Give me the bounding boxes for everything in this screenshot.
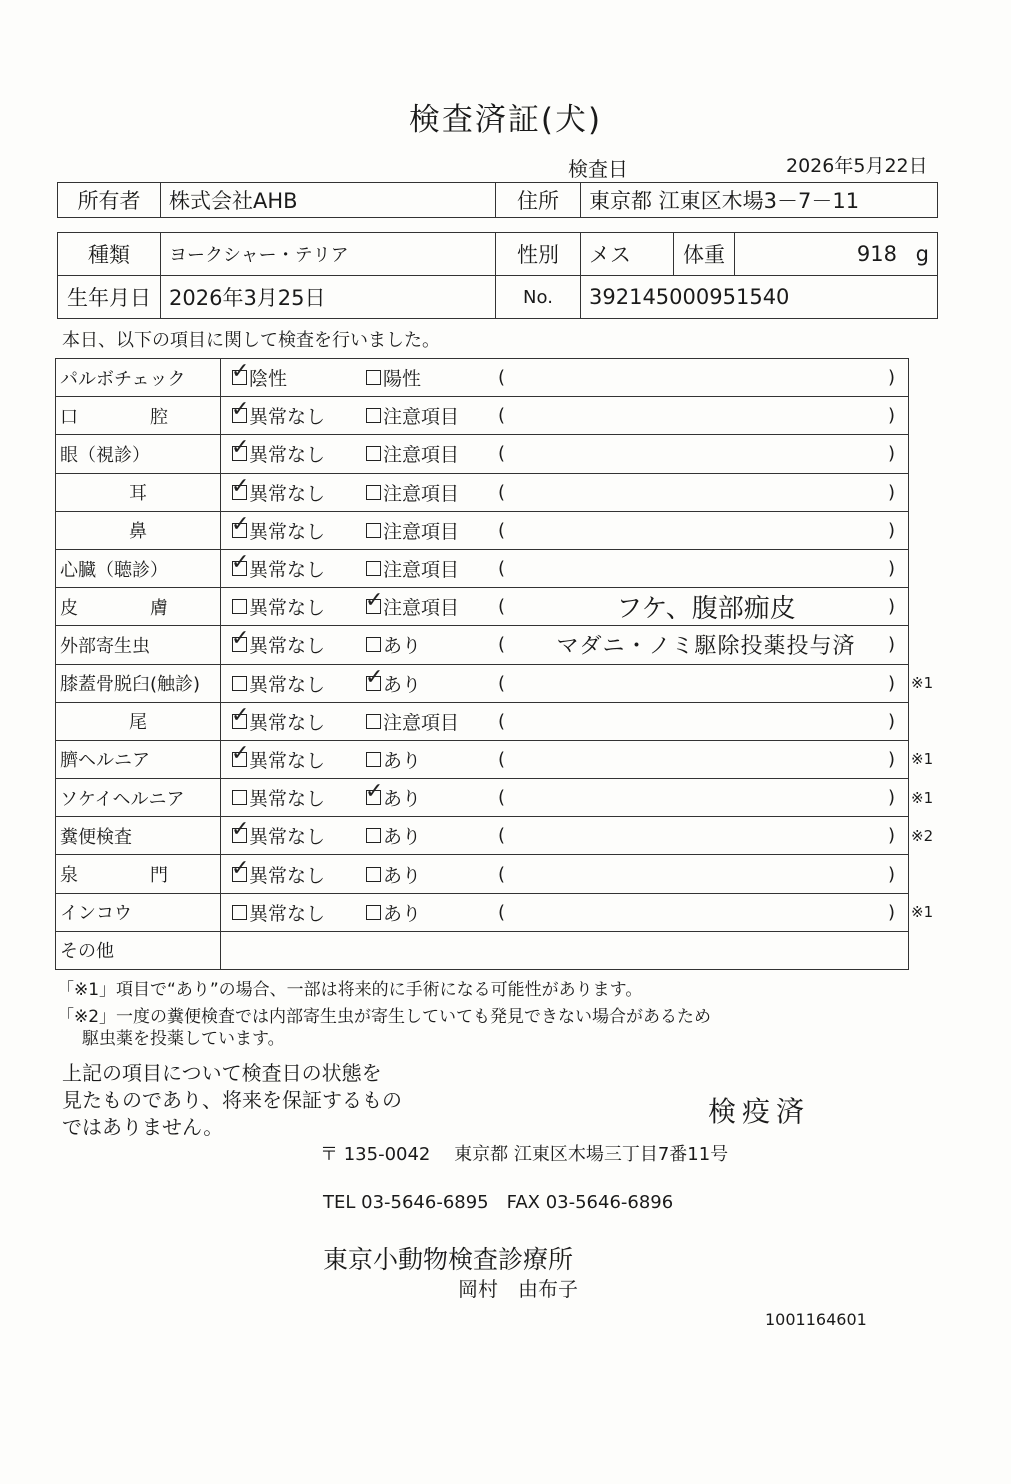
paren-close: ) [888, 405, 896, 427]
paren-open: ( [498, 748, 506, 770]
inspection-option-1 [232, 626, 325, 663]
option-label: 異常なし [249, 406, 326, 429]
owner-label: 所有者 [58, 183, 161, 218]
inspection-option-2 [366, 855, 421, 892]
birthdate-value: 2026年3月25日 [161, 276, 496, 319]
breed-value: ヨークシャー・テリア [161, 233, 496, 276]
inspection-option-1 [232, 779, 325, 816]
checkbox[interactable] [366, 561, 381, 576]
paren-close: ) [888, 558, 896, 580]
option-label: 陽性 [383, 368, 422, 391]
inspection-option-2 [366, 741, 421, 778]
checkbox[interactable] [366, 370, 381, 385]
paren-close: ) [888, 596, 896, 618]
inspection-option-1 [232, 588, 325, 625]
inspection-note: マダニ・ノミ駆除投薬投与済 [556, 634, 856, 660]
inspection-item-name: ソケイヘルニア [56, 779, 221, 816]
clinic-tel-fax: TEL 03-5646-6895 FAX 03-5646-6896 [323, 1192, 674, 1213]
option-label: あり [383, 864, 422, 887]
paren-open: ( [498, 672, 506, 694]
inspection-item-name: 膝蓋骨脱臼(触診) [56, 665, 221, 702]
statement-line-2: 見たものであり、将来を保証するもの [62, 1088, 402, 1112]
intro-text: 本日、以下の項目に関して検査を行いました。 [62, 330, 440, 351]
footnote-1: 「※1」項目で“あり”の場合、一部は将来的に手術になる可能性があります。 [57, 980, 643, 1000]
option-label: 異常なし [249, 826, 326, 849]
paren-close: ) [888, 710, 896, 732]
paren-close: ) [888, 443, 896, 465]
checkbox[interactable] [366, 408, 381, 423]
inspection-option-2 [366, 626, 421, 663]
weight-unit: g [915, 242, 929, 266]
option-label: あり [383, 826, 422, 849]
inspection-option-2 [366, 397, 459, 434]
checkbox[interactable] [231, 511, 250, 538]
checkbox[interactable] [231, 702, 250, 729]
inspection-option-2 [366, 817, 421, 854]
inspection-item-name: 外部寄生虫 [56, 626, 221, 663]
inspection-option-1 [232, 550, 325, 587]
statement-line-1: 上記の項目について検査日の状態を [62, 1061, 382, 1085]
paren-close: ) [888, 634, 896, 656]
checkbox[interactable] [232, 676, 247, 691]
option-label: あり [383, 902, 422, 925]
inspection-option-1 [232, 703, 325, 740]
paren-close: ) [888, 367, 896, 389]
checkbox[interactable] [231, 855, 250, 882]
checkbox[interactable] [366, 637, 381, 652]
inspection-item-name: 心臓（聴診） [56, 550, 221, 587]
inspection-item-name: 泉 門 [56, 855, 221, 892]
option-label: 異常なし [249, 482, 326, 505]
inspection-option-2 [366, 550, 459, 587]
option-label: 注意項目 [383, 711, 460, 734]
paren-open: ( [498, 825, 506, 847]
inspection-row [56, 549, 908, 587]
paren-open: ( [498, 481, 506, 503]
option-label: 注意項目 [383, 406, 460, 429]
address-label: 住所 [496, 183, 581, 218]
checkbox[interactable] [232, 905, 247, 920]
inspection-option-2 [366, 435, 459, 472]
paren-close: ) [888, 748, 896, 770]
checkbox[interactable] [365, 664, 384, 691]
option-label: 異常なし [249, 864, 326, 887]
option-label: あり [383, 673, 422, 696]
inspection-row [56, 778, 934, 816]
paren-open: ( [498, 367, 506, 389]
inspection-row [56, 702, 908, 740]
check-mark-icon: ✓ [231, 740, 250, 766]
check-mark-icon: ✓ [231, 359, 250, 385]
inspection-item-name: インコウ [56, 894, 221, 931]
clinic-address: 〒 135-0042 東京都 江東区木場三丁目7番11号 [320, 1144, 729, 1165]
footnote-mark: ※2 [911, 826, 934, 845]
inspection-option-1 [232, 817, 325, 854]
checkbox[interactable] [366, 905, 381, 920]
option-label: あり [383, 635, 422, 658]
check-mark-icon: ✓ [231, 473, 250, 499]
paren-close: ) [888, 863, 896, 885]
paren-open: ( [498, 596, 506, 618]
inspection-option-2 [366, 665, 421, 702]
option-label: 異常なし [249, 673, 326, 696]
inspection-row [56, 473, 908, 511]
paren-open: ( [498, 710, 506, 732]
inspection-item-name: 耳 [56, 474, 221, 511]
option-label: 異常なし [249, 902, 326, 925]
paren-close: ) [888, 519, 896, 541]
inspection-option-1 [232, 512, 325, 549]
option-label: 異常なし [249, 597, 326, 620]
inspection-item-name: 臍ヘルニア [56, 741, 221, 778]
option-label: 異常なし [249, 444, 326, 467]
inspection-row [56, 816, 934, 854]
inspection-option-2 [366, 894, 421, 931]
inspection-row [56, 893, 934, 931]
footnote-2: 「※2」一度の糞便検査では内部寄生虫が寄生していても発見できない場合があるため [57, 1007, 712, 1027]
breed-label: 種類 [58, 233, 161, 276]
option-label: あり [383, 788, 422, 811]
inspection-item-name: パルボチェック [56, 359, 221, 396]
paren-open: ( [498, 787, 506, 809]
sex-value: メス [581, 233, 674, 276]
inspection-item-name: 皮 膚 [56, 588, 221, 625]
checkbox[interactable] [366, 523, 381, 538]
footnote-mark: ※1 [911, 903, 934, 922]
paren-open: ( [498, 901, 506, 923]
option-label: 異常なし [249, 520, 326, 543]
paren-close: ) [888, 787, 896, 809]
option-label: 異常なし [249, 635, 326, 658]
weight-label: 体重 [674, 233, 735, 276]
weight-cell [735, 233, 938, 276]
inspection-note: フケ、腹部痂皮 [616, 594, 796, 625]
inspection-option-1 [232, 474, 325, 511]
paren-open: ( [498, 863, 506, 885]
option-label: 注意項目 [383, 482, 460, 505]
option-label: 注意項目 [383, 559, 460, 582]
option-label: 注意項目 [383, 444, 460, 467]
inspection-row [56, 625, 908, 663]
inspection-date-label: 検査日 [568, 157, 628, 181]
inspection-grid [55, 358, 934, 970]
paren-close: ) [888, 901, 896, 923]
inspection-item-name: 眼（視診） [56, 435, 221, 472]
inspection-item-name: 尾 [56, 703, 221, 740]
inspection-option-2 [366, 703, 459, 740]
checkbox[interactable] [231, 817, 250, 843]
number-label: No. [496, 276, 581, 319]
checkbox[interactable] [365, 779, 384, 805]
number-value: 392145000951540 [581, 276, 938, 319]
paren-open: ( [498, 558, 506, 580]
checkbox[interactable] [231, 359, 250, 385]
option-label: 注意項目 [383, 520, 460, 543]
quarantine-stamp: 検疫済 [708, 1095, 811, 1128]
checkbox[interactable] [366, 828, 381, 843]
check-mark-icon: ✓ [231, 817, 250, 843]
address-value: 東京都 江東区木場3－7－11 [581, 183, 938, 218]
inspection-row [56, 434, 908, 472]
inspection-row [56, 740, 934, 778]
weight-value: 918 [856, 242, 897, 266]
paren-open: ( [498, 634, 506, 656]
inspection-option-2 [366, 359, 421, 396]
check-mark-icon: ✓ [231, 550, 250, 576]
checkbox[interactable] [232, 599, 247, 614]
footnote-2-cont: 駆虫薬を投薬しています。 [82, 1029, 285, 1049]
option-label: あり [383, 749, 422, 772]
vet-name: 岡村 由布子 [458, 1277, 578, 1301]
inspection-row [56, 854, 908, 892]
check-mark-icon: ✓ [231, 511, 250, 537]
paren-open: ( [498, 405, 506, 427]
check-mark-icon: ✓ [231, 626, 250, 652]
inspection-option-2 [366, 779, 421, 816]
option-label: 異常なし [249, 559, 326, 582]
inspection-option-1 [232, 665, 325, 702]
inspection-option-2 [366, 512, 459, 549]
document-code: 1001164601 [765, 1310, 867, 1329]
checkbox[interactable] [366, 446, 381, 461]
checkbox[interactable] [232, 790, 247, 805]
inspection-option-1 [232, 894, 325, 931]
footnote-mark: ※1 [911, 788, 934, 807]
paren-open: ( [498, 519, 506, 541]
option-label: 異常なし [249, 788, 326, 811]
inspection-option-1 [232, 359, 287, 396]
inspection-option-1 [232, 397, 325, 434]
checkbox[interactable] [231, 740, 250, 767]
sex-label: 性別 [496, 233, 581, 276]
checkbox[interactable] [366, 714, 381, 729]
footnote-mark: ※1 [911, 750, 934, 769]
checkbox[interactable] [365, 588, 384, 614]
check-mark-icon: ✓ [365, 664, 384, 690]
footnote-mark: ※1 [911, 674, 934, 693]
inspection-row-other [56, 931, 908, 969]
birthdate-label: 生年月日 [58, 276, 161, 319]
check-mark-icon: ✓ [365, 588, 384, 614]
checkbox[interactable] [231, 550, 250, 576]
inspection-option-1 [232, 435, 325, 472]
check-mark-icon: ✓ [231, 855, 250, 881]
paren-close: ) [888, 481, 896, 503]
option-label: 異常なし [249, 711, 326, 734]
paren-open: ( [498, 443, 506, 465]
inspection-row [56, 664, 934, 702]
inspection-item-name: 糞便検査 [56, 817, 221, 854]
checkbox[interactable] [231, 435, 250, 461]
check-mark-icon: ✓ [231, 397, 250, 423]
checkbox[interactable] [366, 867, 381, 882]
inspection-option-2 [366, 588, 459, 625]
clinic-name: 東京小動物検査診療所 [323, 1245, 574, 1274]
checkbox[interactable] [231, 397, 250, 423]
option-label: 異常なし [249, 749, 326, 772]
inspection-row [56, 511, 908, 549]
inspection-option-1 [232, 855, 325, 892]
checkbox[interactable] [366, 752, 381, 767]
inspection-row [56, 587, 908, 625]
option-label: 陰性 [249, 368, 288, 391]
check-mark-icon: ✓ [365, 779, 384, 805]
inspection-item-name: その他 [56, 932, 221, 969]
inspection-option-2 [366, 474, 459, 511]
checkbox[interactable] [231, 626, 250, 652]
inspection-item-name: 鼻 [56, 512, 221, 549]
inspection-item-name: 口 腔 [56, 397, 221, 434]
check-mark-icon: ✓ [231, 435, 250, 461]
paren-close: ) [888, 825, 896, 847]
owner-address-table [57, 182, 938, 218]
checkbox[interactable] [231, 473, 250, 500]
inspection-row [56, 396, 908, 434]
option-label: 注意項目 [383, 597, 460, 620]
inspection-row [56, 359, 908, 396]
check-mark-icon: ✓ [231, 702, 250, 728]
inspection-option-1 [232, 741, 325, 778]
animal-info-table [57, 232, 938, 319]
document-title: 検査済証(犬) [408, 102, 603, 138]
owner-value: 株式会社AHB [161, 183, 496, 218]
checkbox[interactable] [366, 485, 381, 500]
paren-close: ) [888, 672, 896, 694]
inspection-date: 2026年5月22日 [786, 155, 928, 177]
statement-line-3: ではありません。 [62, 1115, 224, 1139]
